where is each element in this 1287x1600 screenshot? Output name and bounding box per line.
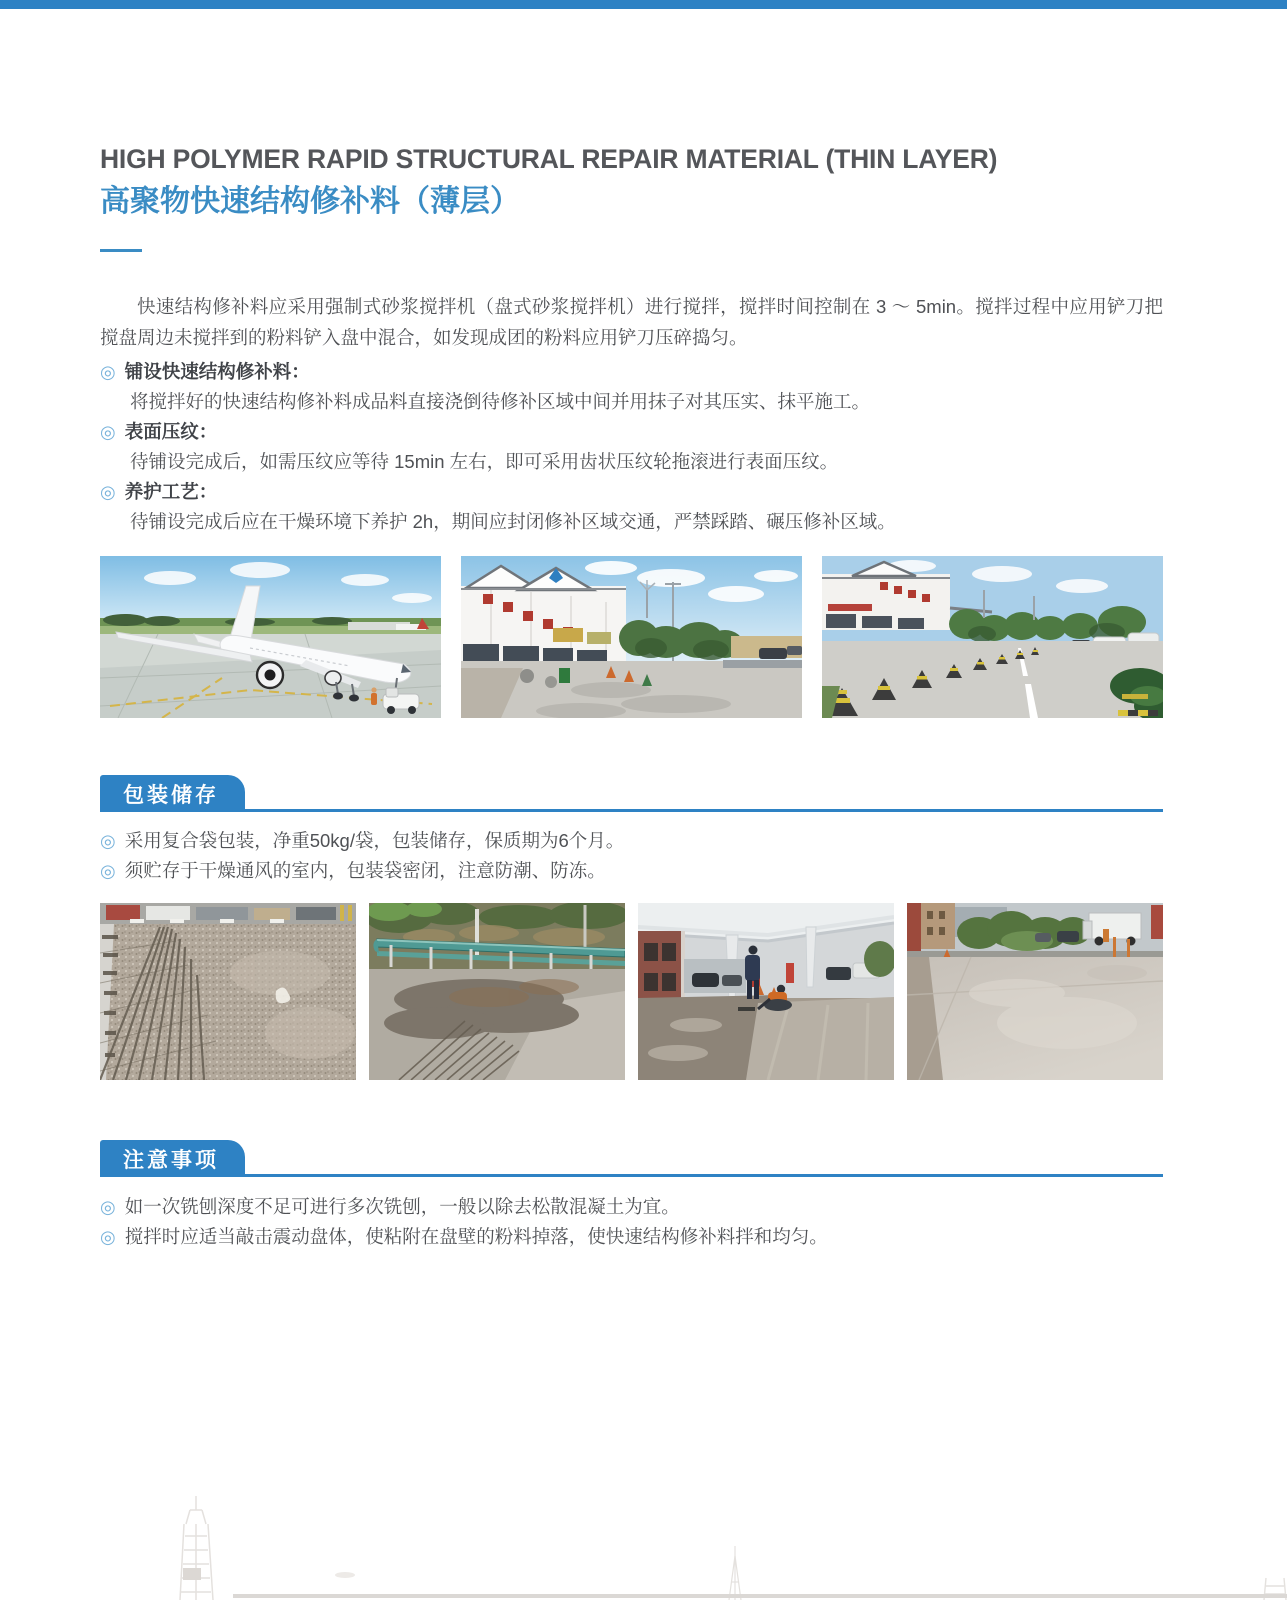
section-underline — [100, 1174, 1163, 1177]
procedure-label: 养护工艺： — [124, 481, 218, 502]
mixing-instructions — [100, 291, 1163, 537]
intro-paragraph: 快速结构修补料应采用强制式砂浆搅拌机（盘式砂浆搅拌机）进行搅拌，搅拌时间控制在 3 ～ 5min。搅拌过程中应用铲刀把搅盘周边未搅拌到的粉料铲入盘中混合，如发现成团的粉料应用铲刀压碎捣匀。 — [100, 296, 1163, 348]
bullet-item — [100, 1222, 1163, 1252]
photo-row-applications — [100, 556, 1163, 718]
procedure-body: 将搅拌好的快速结构修补料成品料直接浇倒待修补区域中间并用抹子对其压实、抹平施工。 — [130, 391, 871, 412]
section-tab-packaging — [100, 775, 245, 812]
ring-bullet-icon: ◎ — [100, 1227, 116, 1247]
ring-bullet-icon: ◎ — [100, 362, 116, 382]
bullet-text: 须贮存于干燥通风的室内，包装袋密闭，注意防潮、防冻。 — [124, 860, 606, 881]
procedure-label: 表面压纹： — [124, 421, 218, 442]
photo-milled-pavement — [100, 903, 356, 1080]
packaging-bullet-list — [100, 826, 1163, 886]
ring-bullet-icon: ◎ — [100, 861, 116, 881]
bullet-text: 如一次铣刨深度不足可进行多次铣刨，一般以除去松散混凝土为宜。 — [124, 1196, 680, 1217]
bullet-item — [100, 826, 1163, 856]
skyline-watermark-graphic — [0, 1490, 1287, 1600]
photo-gas-station-workers — [638, 903, 894, 1080]
bullet-text: 采用复合袋包装，净重50kg/袋，包装储存，保质期为6个月。 — [124, 830, 625, 851]
ring-bullet-icon: ◎ — [100, 422, 116, 442]
page-header — [100, 142, 1163, 252]
photo-service-area-road-cones — [822, 556, 1163, 718]
skyline-baseline — [233, 1594, 1287, 1598]
ring-bullet-icon: ◎ — [100, 1197, 116, 1217]
photo-guardrail-repair — [369, 903, 625, 1080]
page-title-en: HIGH POLYMER RAPID STRUCTURAL REPAIR MATERIAL (THIN LAYER) — [100, 144, 998, 174]
section-underline — [100, 809, 1163, 812]
photo-airplane-apron — [100, 556, 441, 718]
bullet-item — [100, 856, 1163, 886]
ring-bullet-icon: ◎ — [100, 482, 116, 502]
procedure-label-row — [100, 357, 1163, 387]
top-accent-bar — [0, 0, 1287, 9]
procedure-label-row — [100, 477, 1163, 507]
procedure-body: 待铺设完成后，如需压纹应等待 15min 左右，即可采用齿状压纹轮拖滚进行表面压纹。 — [130, 451, 839, 472]
notes-bullet-list — [100, 1192, 1163, 1252]
page-title-zh: 高聚物快速结构修补料（薄层） — [100, 185, 520, 218]
photo-fresh-concrete-street — [907, 903, 1163, 1080]
procedure-label: 铺设快速结构修补料： — [124, 361, 310, 382]
title-underline — [100, 249, 142, 252]
procedure-label-row — [100, 417, 1163, 447]
procedure-body: 待铺设完成后应在干燥环境下养护 2h，期间应封闭修补区域交通，严禁踩踏、碾压修补区域。 — [130, 511, 896, 532]
ring-bullet-icon: ◎ — [100, 831, 116, 851]
section-title: 包装储存 — [123, 783, 219, 807]
photo-row-projects — [100, 903, 1163, 1080]
photo-service-area-building — [461, 556, 802, 718]
bullet-item — [100, 1192, 1163, 1222]
section-title: 注意事项 — [123, 1148, 219, 1172]
bullet-text: 搅拌时应适当敲击震动盘体，使粘附在盘壁的粉料掉落，使快速结构修补料拌和均匀。 — [124, 1226, 828, 1247]
section-tab-notes — [100, 1140, 245, 1177]
